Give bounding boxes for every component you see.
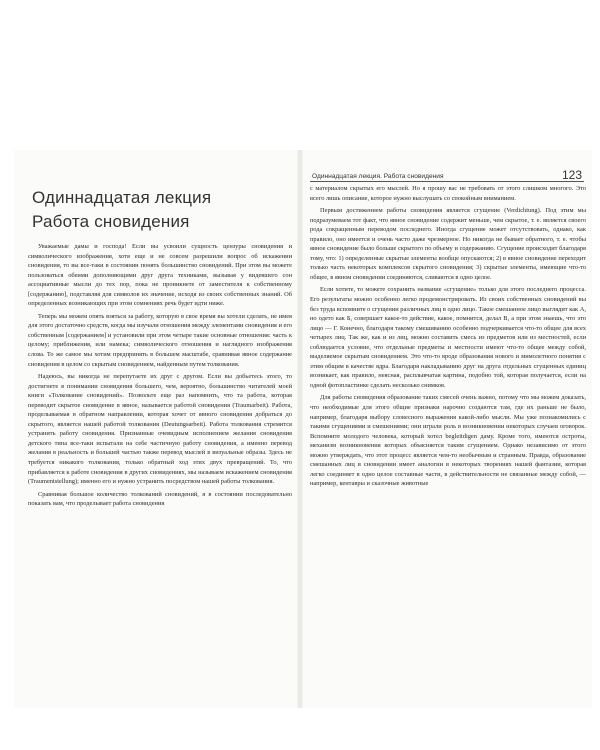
running-head	[310, 168, 584, 182]
book-gutter	[297, 150, 303, 708]
left-page-body	[28, 242, 292, 509]
running-head-title: Одиннадцатая лекция. Работа сновидения	[312, 173, 444, 180]
paragraph: Теперь мы можем опять взяться за работу, которую в свое время вы хотели сделать, не имея для этого достаточно средств, когда мы изучали отношения между элементами сновидения и его собственным [содержанием] и установили при этом четыре такие основные отношения: часть к целому; приближения, или намека; символического отношения и наглядного изображения слова. То же самое мы хотим предпринять в большем масштабе, сравнивая явное содержание сновидения в целом со скрытым сновидением, найденным путем толкования.	[28, 312, 292, 368]
paragraph: Для работы сновидения образование таких смесей очень важно, потому что мы можем доказать, что необходимые для этого общие признаки нарочно создаются там, где их раньше не было, например, благодаря выбору словесного выражения какой-либо мысли. Мы уже познакомились с такими сгущениями и смешениями; они играли роль в возникновении некоторых случаев оговорок. Вспомните молодого человека, который хотел begleitdigen даму. Кроме того, имеются остроты, механизм возникновения которых объясняется таким сгущением. Однако независимо от этого можно утверждать, что этот процесс является чем-то необычным и странным. Правда, образование смешанных лиц в сновидении имеет аналогии в некоторых творениях нашей фантазии, которая легко соединяет в одно целое составные части, в действительности не связанные между собой, — например, кентавры и сказочные животные	[310, 394, 586, 488]
paragraph: с материалом скрытых его мыслей. Но я прошу вас не требовать от этого слишком многого. Это всего лишь описание, которое нужно выслушать со спокойным вниманием.	[310, 185, 586, 202]
page-number: 123	[561, 168, 582, 182]
paragraph: Надеюсь, вы никогда не перепутаете их друг с другом. Если вы добьетесь этого, то достигнете в понимании сновидения большего, чем, вероятно, большинство читателей моей книги «Толкование сновидений». Позвольте еще раз напомнить, что та работа, которая переводит скрытое сновидение в явное, называется работой сновидения (Traumarbeit). Работа, проделываемая в обратном направлении, которая хочет от явного сновидения добраться до скрытого, является нашей работой толкования (Deutungsarbeit). Работа толкования стремится устранить работу сновидения. Признанные очевидным исполнением желания сновидения детского типа все-таки испытали на себе частичную работу сновидения, а именно перевод желания в реальность и большей частью также перевод мыслей в визуальные образы. Здесь не требуется никакого толкования, только обратный ход этих двух превращений. То, что прибавляется к работе сновидения в других сновидениях, мы называем искажением сновидения (Traumentstellung); именно его и нужно устранить посредством нашей работы толкования.	[28, 373, 292, 486]
section-title: Работа сновидения	[32, 212, 190, 231]
left-page	[18, 150, 296, 708]
paragraph: Сравнивая большое количество толкований сновидений, я в состоянии последовательно показать вам, что проделывает работа сновидения	[28, 490, 292, 508]
paragraph: Первым достижением работы сновидения является сгущение (Verdichtung). Под этим мы подразумеваем тот факт, что явное сновидение содержит меньше, чем скрытое, т. е. является своего рода сокращенным переводом последнего. Иногда сгущение может отсутствовать, однако, как правило, оно имеется и очень часто даже чрезмерное. Но никогда не бывает обратного, т. е. чтобы явное сновидение было больше скрытого по объему и содержанию. Сгущение происходит благодаря тому, что: 1) определенные скрытые элементы вообще опускаются; 2) в явное сновидение переходит только часть некоторых комплексов скрытого сновидения; 3) скрытые элементы, имеющие что-то общее, в явном сновидении соединяются, сливаются в одно целое.	[310, 207, 586, 281]
paragraph: Если хотите, то можете сохранить название «сгущение» только для этого последнего процесса. Его результаты можно особенно легко продемонстрировать. Из своих собственных сновидений вы без труда вспомните о сгущении различных лиц в одно лицо. Такое смешанное лицо выглядит как А, но одето как Б, совершает какое-то действие, какое, помнится, делал В, а при этом знаешь, что это лицо — Г. Конечно, благодаря такому смешиванию особенно подчеркивается что-то общее для всех четырех лиц. Так же, как и из лиц, можно составить смесь из предметов или из местностей, если соблюдается условие, что отдельные предметы и местности имеют что-то общее между собой, выделяемое скрытым сновидением. Это что-то вроде образования нового и мимолетного понятия с этим общим в качестве ядра. Благодаря накладыванию друг на друга отдельных сгущенных единиц возникает, как правило, неясная, расплывчатая картина, подобно той, которая получается, если на одной фотопластинке сделать несколько снимков.	[310, 286, 586, 389]
paragraph: Уважаемые дамы и господа! Если вы усвоили сущность цензуры сновидения и символического изображения, хотя еще и не совсем разрешили вопрос об искажении сновидения, то вы все-таки в состоянии понять большинство сновидений. При этом вы можете пользоваться обеими дополняющими друг друга техниками, вызывая у видевшего сон ассоциативные мысли до тех пор, пока не проникнете от заместителя к собственному [содержанию], подставляя для символов их значение, исходя из своих собственных знаний. Об определенных возникающих при этом сомнениях речь будет идти ниже.	[28, 243, 292, 308]
right-page	[306, 150, 588, 708]
right-page-body	[310, 184, 586, 489]
chapter-title: Одиннадцатая лекция	[32, 188, 212, 207]
